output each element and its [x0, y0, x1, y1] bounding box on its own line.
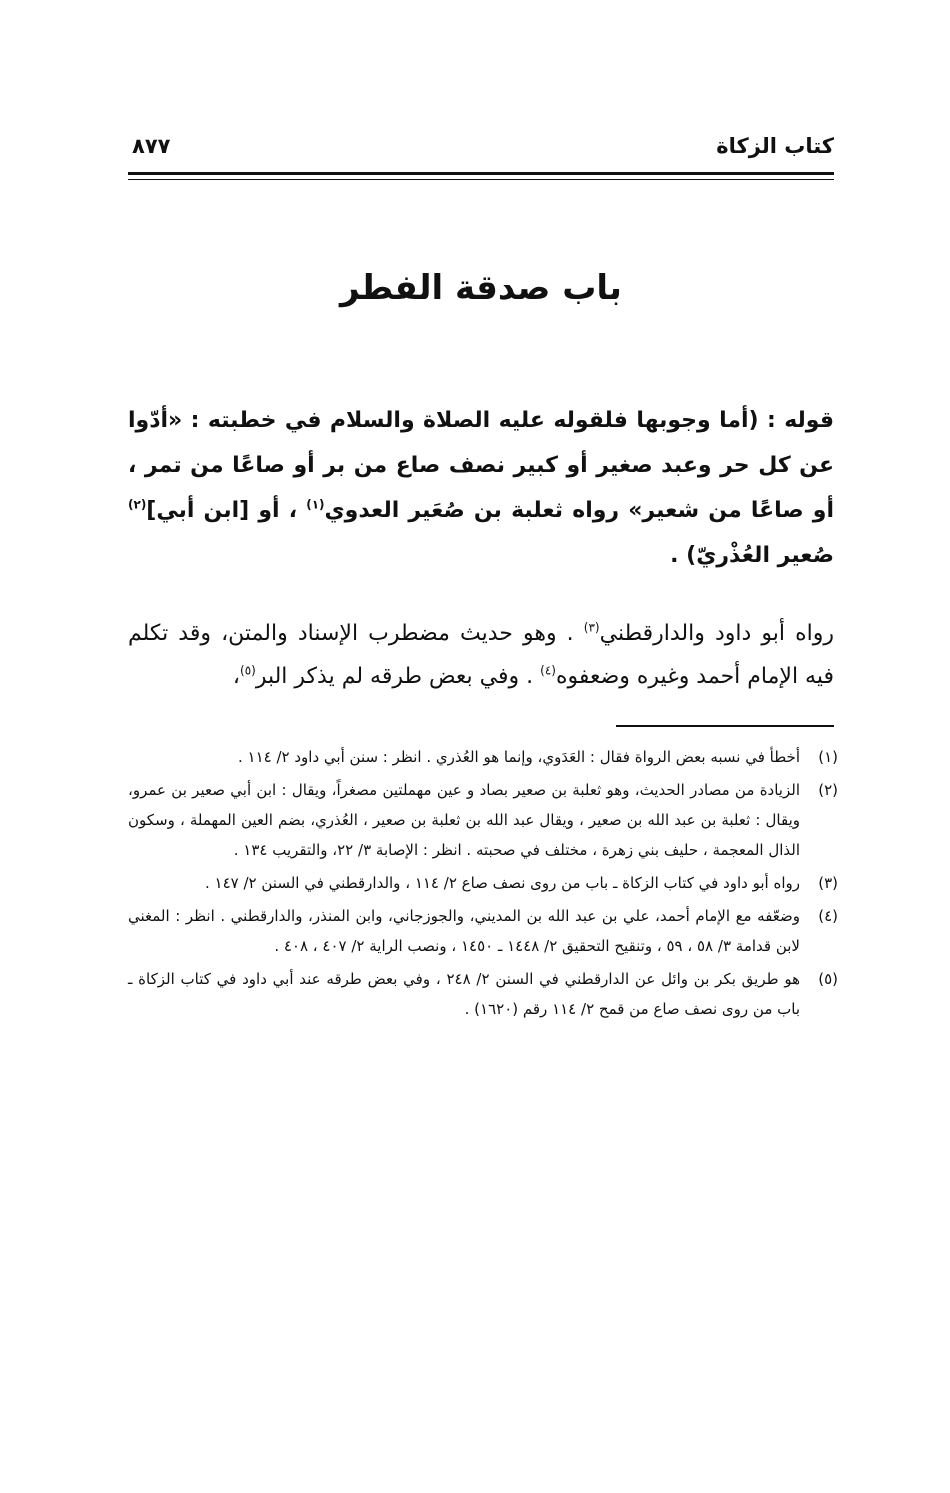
footnote-number: (٤)	[818, 907, 838, 925]
header-rule-thin	[128, 179, 834, 180]
footnote-number: (١)	[818, 748, 838, 766]
footnote-ref-3[interactable]: (٣)	[583, 620, 600, 635]
footnote-item	[128, 775, 838, 865]
paragraph-text: ، أو [ابن أبي]	[146, 498, 307, 523]
footnote-ref-5[interactable]: (٥)	[240, 663, 256, 678]
footnote-ref-2[interactable]: (٢)	[128, 497, 147, 512]
header-rule-thick	[128, 172, 834, 175]
footnote-item	[128, 901, 838, 961]
paragraph-text: رواه أبو داود والدارقطني	[599, 621, 834, 646]
paragraph-text: . وهو حديث مضطرب الإسناد والمتن، وقد تكلم فيه الإمام أحمد وغيره وضعفوه	[128, 621, 834, 689]
footnote-item	[128, 868, 838, 898]
paragraph-text: صُعير العُذْريّ) .	[670, 543, 834, 568]
footnote-item	[128, 742, 838, 772]
paragraph-text: ،	[232, 664, 240, 689]
footnote-separator	[616, 725, 834, 727]
footnote-text: هو طريق بكر بن وائل عن الدارقطني في السنن ٢/ ٢٤٨ ، وفي بعض طرقه عند أبي داود في كتاب الزكاة ـ باب من روى نصف صاع من قمح ٢/ ١١٤ رقم (١٦٢٠) .	[128, 970, 800, 1018]
footnote-text: الزيادة من مصادر الحديث، وهو ثعلبة بن صعير بصاد و عين مهملتين مصغراً، ويقال : ابن أبي صعير بن عمرو، ويقال : ثعلبة بن عبد الله بن صعير ، ويقال عبد الله بن ثعلبة بن صعير ، العُذري، بضم العين المهملة ، وسكون الذال المعجمة ، حليف بني زهرة ، مختلف في صحبته . انظر : الإصابة ٣/ ٢٢، والتقريب ١٣٤ .	[128, 781, 800, 859]
paragraph-text: . وفي بعض طرقه لم يذكر البر	[255, 664, 541, 689]
footnote-ref-4[interactable]: (٤)	[540, 663, 556, 678]
paragraph-quote	[128, 398, 834, 578]
footnote-ref-1[interactable]: (١)	[306, 497, 325, 512]
footnote-number: (٥)	[818, 970, 838, 988]
chapter-title: باب صدقة الفطر	[340, 268, 622, 308]
footnote-number: (٢)	[818, 781, 838, 799]
paragraph-commentary	[128, 612, 834, 698]
paragraph-text: قوله : (أما وجوبها فلقوله عليه الصلاة والسلام في خطبته : «أدّوا عن كل حر وعبد صغير أو كبير نصف صاع من بر أو صاعًا من تمر ، أو صاعًا من شعير» رواه ثعلبة بن صُعَير العدوي	[128, 408, 834, 523]
footnote-text: وضعّفه مع الإمام أحمد، علي بن عبد الله بن المديني، والجوزجاني، وابن المنذر، والدارقطني . انظر : المغني لابن قدامة ٣/ ٥٨ ، ٥٩ ، وتنقيح التحقيق ٢/ ١٤٤٨ ـ ١٤٥٠ ، ونصب الراية ٢/ ٤٠٧ ، ٤٠٨ .	[128, 907, 800, 955]
running-title: كتاب الزكاة	[716, 134, 834, 158]
footnote-text: رواه أبو داود في كتاب الزكاة ـ باب من روى نصف صاع ٢/ ١١٤ ، والدارقطني في السنن ٢/ ١٤٧ .	[205, 874, 800, 892]
footnote-item	[128, 964, 838, 1024]
page-header	[128, 128, 834, 168]
footnotes	[128, 742, 838, 1027]
footnote-number: (٣)	[818, 874, 838, 892]
footnote-text: أخطأ في نسبه بعض الرواة فقال : العَدَوي، وإنما هو العُذري . انظر : سنن أبي داود ٢/ ١١٤ .	[238, 748, 800, 766]
page-number: ٨٧٧	[132, 134, 171, 158]
